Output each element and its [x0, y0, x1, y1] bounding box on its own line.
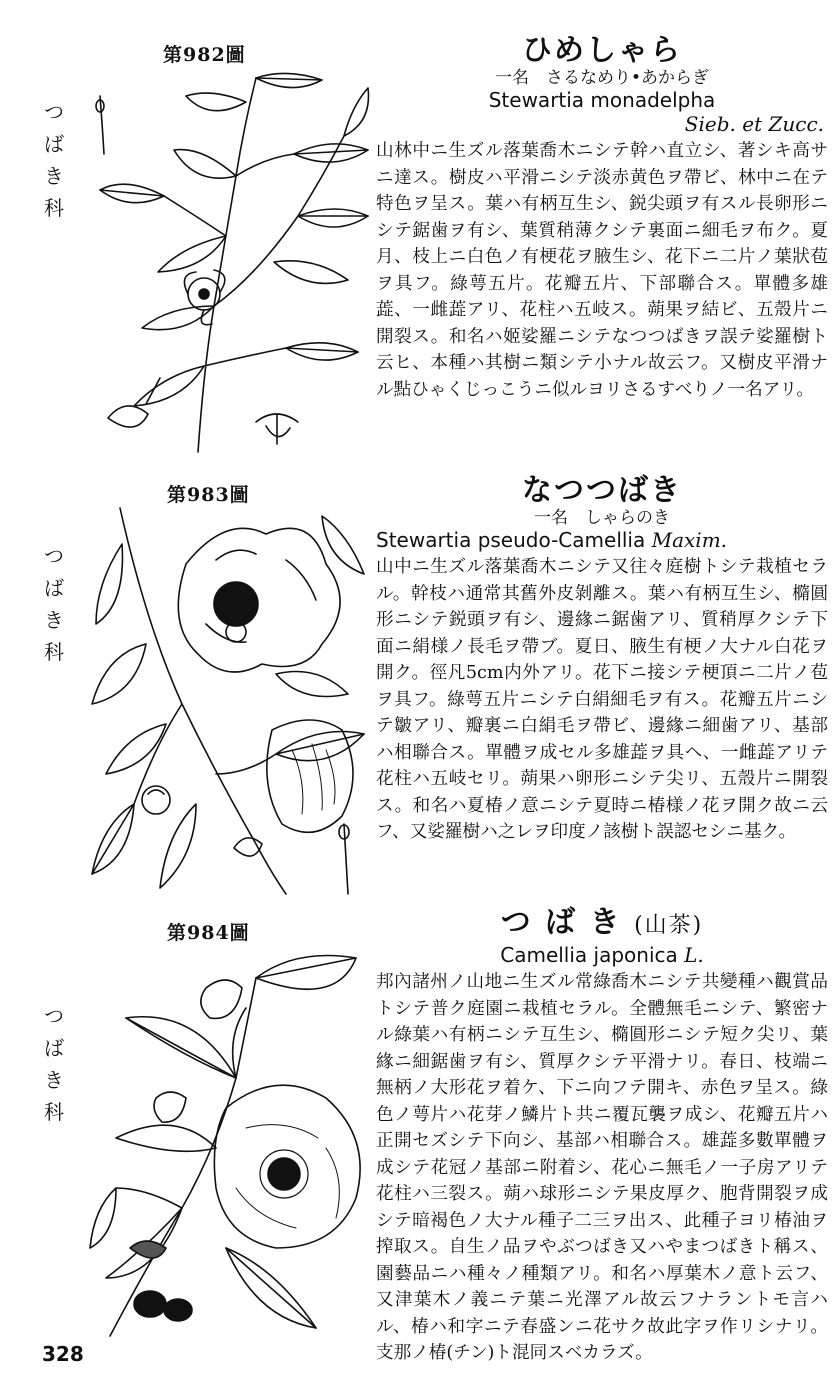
camellia-japonica-illustration: [86, 948, 372, 1340]
authority-982: Sieb. et Zucc.: [684, 112, 824, 136]
stewartia-pseudo-camellia-illustration: [86, 504, 372, 896]
page-number: 328: [42, 1342, 84, 1366]
family-label-982: つ ば き 科: [44, 100, 64, 220]
scientific-name-983: Stewartia pseudo-Camellia Maxim.: [376, 528, 728, 552]
entry-alias-983: 一名 しゃらのき: [534, 508, 670, 528]
family-label-983: つ ば き 科: [44, 544, 64, 664]
figure-label-983: 第983圖: [167, 484, 250, 506]
authority-983: Maxim.: [651, 528, 728, 552]
entry-982: [376, 34, 828, 403]
scientific-name-984: Camellia japonica L.: [500, 943, 704, 967]
entry-983: [376, 474, 828, 846]
stewartia-monadelpha-illustration: [86, 66, 372, 456]
entry-alias-982: 一名 さるなめり•あからぎ: [494, 68, 710, 88]
figure-label-984: 第984圖: [167, 922, 250, 944]
entry-title-982: ひめしゃら: [522, 33, 682, 68]
authority-984: L.: [684, 943, 704, 967]
description-982: 山林中ニ生ズル落葉喬木ニシテ幹ハ直立シ、著シキ高サニ達ス。樹皮ハ平滑ニシテ淡赤黄色ヲ帶ビ、林中ニ在テ特色ヲ呈ス。葉ハ有柄互生シ、鋭尖頭ヲ有スル長卵形ニシテ鋸歯ヲ有シ、葉質稍薄クシテ裏面ニ細毛ヲ布ク。夏月、枝上ニ白色ノ有梗花ヲ腋生シ、花下ニ二片ノ葉狀苞ヲ具フ。綠萼五片。花瓣五片、下部聯合ス。單體多雄蕋、一雌蕋アリ、花柱ハ五岐ス。蒴果ヲ結ビ、五殼片ニ開裂ス。和名ハ姬娑羅ニシテなつつばきヲ誤テ娑羅樹ト云ヒ、本種ハ其樹ニ類シテ小ナル故云フ。又樹皮平滑ナル點ひゃくじっこうニ似ルヨリさるすべりノ一名アリ。: [376, 141, 828, 400]
entry-title-983: なつつばき: [522, 473, 682, 508]
entry-title-984: つ ば き (山茶): [500, 905, 704, 940]
entry-984: [376, 906, 828, 1367]
figure-label-982: 第982圖: [163, 44, 246, 66]
scientific-name-982: Stewartia monadelpha: [488, 88, 716, 112]
description-984: 邦內諸州ノ山地ニ生ズル常綠喬木ニシテ共變種ハ觀賞品トシテ普ク庭園ニ栽植セラル。全體無毛ニシテ、繁密ナル綠葉ハ有柄ニシテ互生シ、橢圓形ニシテ短ク尖リ、葉緣ニ細鋸歯ヲ有シ、質厚クシテ平滑ナリ。春日、枝端ニ無柄ノ大形花ヲ着ケ、下ニ向フテ開キ、赤色ヲ呈ス。綠色ノ萼片ハ花芽ノ鱗片ト共ニ覆瓦襲ヲ成シ、花瓣五片ハ正開セズシテ下向シ、基部ハ相聯合ス。雄蕋多數單體ヲ成シテ花冠ノ基部ニ附着シ、花心ニ無毛ノ一子房アリテ花柱ハ三裂ス。蒴ハ球形ニシテ果皮厚ク、胞背開裂ヲ成シテ暗褐色ノ大ナル種子二三ヲ出ス、此種子ヨリ椿油ヲ搾取ス。自生ノ品ヲやぶつばき又ハやまつばきト稱ス、園藝品ニハ種々ノ種類アリ。和名ハ厚葉木ノ意ト云フ、又津葉木ノ義ニテ葉ニ光澤アル故云フナラントモ言ハル、椿ハ和字ニテ春盛ンニ花サク故此字ヲ作リシナリ。支那ノ椿(チン)ト混同スベカラズ。: [376, 972, 828, 1363]
family-label-984: つ ば き 科: [44, 1004, 64, 1124]
description-983: 山中ニ生ズル落葉喬木ニシテ又往々庭樹トシテ栽植セラル。幹枝ハ通常其舊外皮剝離ス。葉ハ有柄互生シ、橢圓形ニシテ鋭頭ヲ有シ、邊緣ニ鋸歯アリ、質稍厚クシテ下面ニ絹様ノ長毛ヲ帶ブ。夏日、腋生有梗ノ大ナル白花ヲ開ク。徑凡5cm内外アリ。花下ニ接シテ梗頂ニ二片ノ苞ヲ具フ。綠萼五片ニシテ白絹細毛ヲ有ス。花瓣五片ニシテ皺アリ、瓣裏ニ白絹毛ヲ帶ビ、邊緣ニ細歯アリ、基部ハ相聯合ス。單體ヲ成セル多雄蕋ヲ具ヘ、一雌蕋アリテ花柱ハ五岐セリ。蒴果ハ卵形ニシテ尖リ、五殼片ニ開裂ス。和名ハ夏椿ノ意ニシテ夏時ニ椿様ノ花ヲ開ク故ニ云フ、又娑羅樹ハ之レヲ印度ノ該樹ト誤認セシニ基ク。: [376, 557, 828, 842]
entry-title-kanji-984: (山茶): [634, 913, 704, 938]
